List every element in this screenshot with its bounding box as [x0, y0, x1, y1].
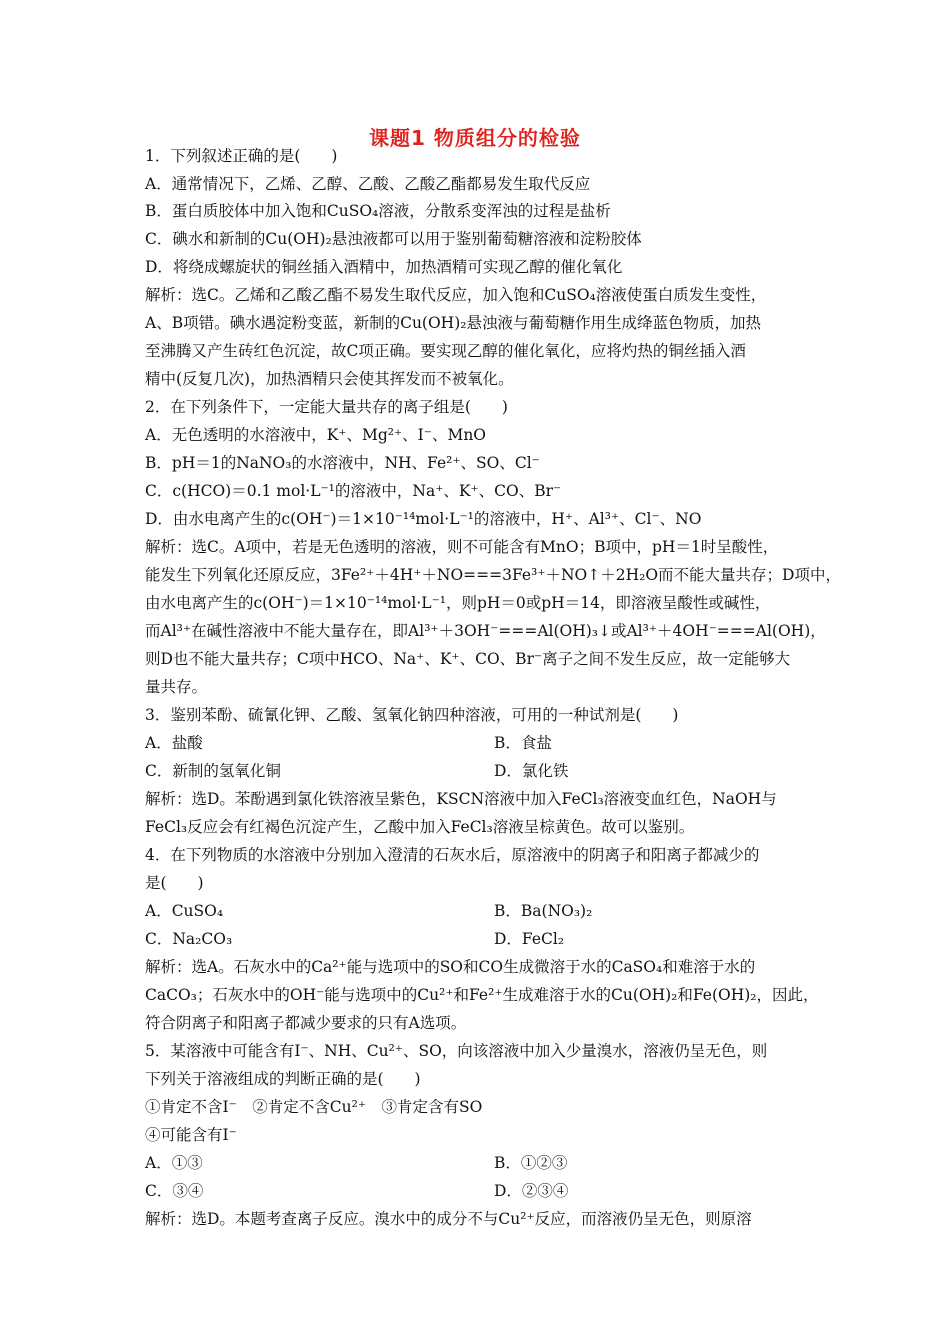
text-line: A．通常情况下，乙烯、乙醇、乙酸、乙酸乙酯都易发生取代反应	[145, 175, 591, 193]
text-line: C．③④	[145, 1182, 204, 1200]
text-line: 2．在下列条件下，一定能大量共存的离子组是( )	[145, 398, 508, 416]
page-title: 课题1 物质组分的检验	[369, 126, 581, 150]
text-line: 5．某溶液中可能含有I⁻、NH、Cu²⁺、SO，向该溶液中加入少量溴水，溶液仍呈无色，则	[145, 1042, 768, 1060]
text-line: 下列关于溶液组成的判断正确的是( )	[145, 1070, 421, 1088]
text-line: A．无色透明的水溶液中，K⁺、Mg²⁺、I⁻、MnO	[145, 426, 487, 444]
text-line: 4．在下列物质的水溶液中分别加入澄清的石灰水后，原溶液中的阴离子和阳离子都减少的	[145, 846, 760, 864]
text-line: 解析：选C。乙烯和乙酸乙酯不易发生取代反应，加入饱和CuSO₄溶液使蛋白质发生变性，	[145, 286, 767, 304]
text-line: C．碘水和新制的Cu(OH)₂悬浊液都可以用于鉴别葡萄糖溶液和淀粉胶体	[145, 230, 642, 248]
text-line: 至沸腾又产生砖红色沉淀，故C项正确。要实现乙醇的催化氧化，应将灼热的铜丝插入酒	[145, 342, 746, 360]
text-line: 则D也不能大量共存；C项中HCO、Na⁺、K⁺、CO、Br⁻离子之间不发生反应，故一定能够大	[145, 650, 791, 668]
text-line: B．Ba(NO₃)₂	[494, 902, 593, 920]
text-line: 解析：选D。本题考查离子反应。溴水中的成分不与Cu²⁺反应，而溶液仍呈无色，则原溶	[145, 1210, 752, 1228]
text-line: 解析：选D。苯酚遇到氯化铁溶液呈紫色，KSCN溶液中加入FeCl₃溶液变血红色，NaOH与	[145, 790, 777, 808]
text-line: 3．鉴别苯酚、硫氰化钾、乙酸、氢氧化钠四种溶液，可用的一种试剂是( )	[145, 706, 679, 724]
text-line: 解析：选A。石灰水中的Ca²⁺能与选项中的SO和CO生成微溶于水的CaSO₄和难溶于水的	[145, 958, 756, 976]
text-line: 能发生下列氧化还原反应，3Fe²⁺＋4H⁺＋NO===3Fe³⁺＋NO↑＋2H₂O而不能大量共存；D项中，	[145, 566, 841, 584]
text-line: A、B项错。碘水遇淀粉变蓝，新制的Cu(OH)₂悬浊液与葡萄糖作用生成绛蓝色物质，加热	[145, 314, 761, 332]
text-line: D．将绕成螺旋状的铜丝插入酒精中，加热酒精可实现乙醇的催化氧化	[145, 258, 623, 276]
text-line: 1．下列叙述正确的是( )	[145, 147, 338, 165]
text-line: 解析：选C。A项中，若是无色透明的溶液，则不可能含有MnO；B项中，pH＝1时呈酸性，	[145, 538, 779, 556]
text-line: B．蛋白质胶体中加入饱和CuSO₄溶液，分散系变浑浊的过程是盐析	[145, 202, 611, 220]
text-line: CaCO₃；石灰水中的OH⁻能与选项中的Cu²⁺和Fe²⁺生成难溶于水的Cu(OH)₂和Fe(OH)₂，因此，	[145, 986, 819, 1004]
text-line: A．①③	[145, 1154, 203, 1172]
text-line: D．FeCl₂	[494, 930, 565, 948]
text-line: 符合阴离子和阳离子都减少要求的只有A选项。	[145, 1014, 467, 1032]
text-line: C．新制的氢氧化铜	[145, 762, 281, 780]
text-line: 而Al³⁺在碱性溶液中不能大量存在，即Al³⁺＋3OH⁻===Al(OH)₃↓或Al³⁺＋4OH⁻===Al(OH)，	[145, 622, 826, 640]
text-line: D．②③④	[494, 1182, 569, 1200]
text-line: C．c(HCO)＝0.1 mol·L⁻¹的溶液中，Na⁺、K⁺、CO、Br⁻	[145, 482, 562, 500]
text-line: 由水电离产生的c(OH⁻)＝1×10⁻¹⁴mol·L⁻¹，则pH＝0或pH＝14，即溶液呈酸性或碱性，	[145, 594, 771, 612]
text-line: B．pH＝1的NaNO₃的水溶液中，NH、Fe²⁺、SO、Cl⁻	[145, 454, 540, 472]
text-line: 量共存。	[145, 678, 208, 696]
text-line: A．盐酸	[145, 734, 203, 752]
text-line: ①肯定不含I⁻ ②肯定不含Cu²⁺ ③肯定含有SO	[145, 1098, 483, 1116]
text-line: ④可能含有I⁻	[145, 1126, 237, 1144]
text-line: B．食盐	[494, 734, 552, 752]
text-line: C．Na₂CO₃	[145, 930, 233, 948]
text-line: D．由水电离产生的c(OH⁻)＝1×10⁻¹⁴mol·L⁻¹的溶液中，H⁺、Al³⁺、Cl⁻、NO	[145, 510, 702, 528]
text-line: A．CuSO₄	[145, 902, 224, 920]
text-line: B．①②③	[494, 1154, 568, 1172]
text-line: D．氯化铁	[494, 762, 569, 780]
text-line: 是( )	[145, 874, 204, 892]
text-line: 精中(反复几次)，加热酒精只会使其挥发而不被氧化。	[145, 370, 514, 388]
text-line: FeCl₃反应会有红褐色沉淀产生，乙酸中加入FeCl₃溶液呈棕黄色。故可以鉴别。	[145, 818, 695, 836]
